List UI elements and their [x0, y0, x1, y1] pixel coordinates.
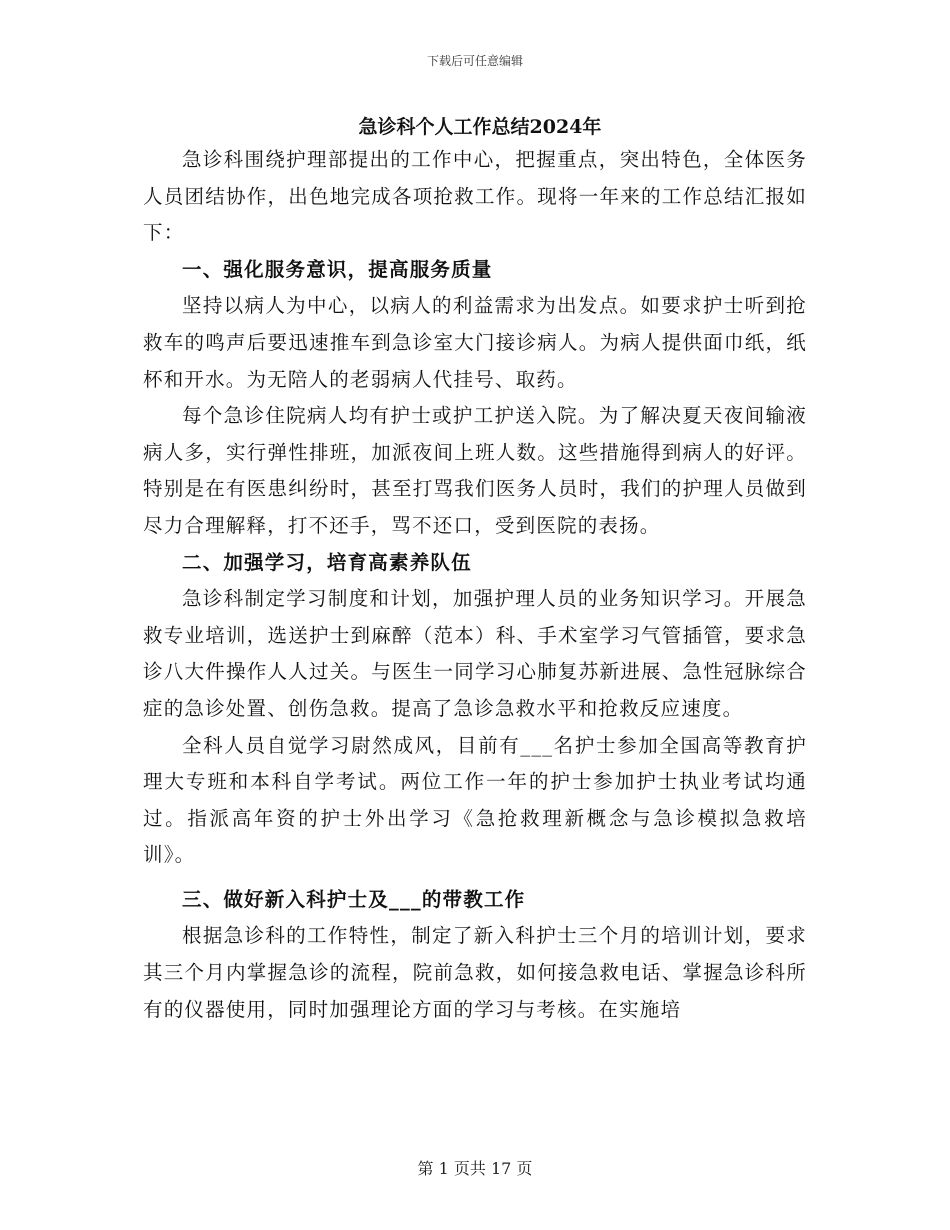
section-paragraph: 全科人员自觉学习尉然成风，目前有___名护士参加全国高等教育护理大专班和本科自学考试。两位工作一年的护士参加护士执业考试均通过。指派高年资的护士外出学习《急抢救理新概念与急诊模拟急救培训》。	[143, 733, 807, 867]
section-heading: 三、做好新入科护士及___的带教工作	[182, 887, 526, 911]
document-title: 急诊科个人工作总结2024年	[358, 116, 602, 138]
page-number: 第 1 页共 17 页	[417, 1159, 533, 1178]
document-body	[143, 112, 807, 1028]
section-2	[143, 545, 807, 874]
section-paragraph: 根据急诊科的工作特性，制定了新入科护士三个月的培训计划，要求其三个月内掌握急诊的流程，院前急救，如何接急救电话、掌握急诊科所有的仪器使用，同时加强理论方面的学习与考核。在实施培	[143, 924, 807, 1021]
spacer	[143, 874, 807, 882]
intro-paragraph: 急诊科围绕护理部提出的工作中心，把握重点，突出特色，全体医务人员团结协作，出色地完成各项抢救工作。现将一年来的工作总结汇报如下：	[143, 148, 807, 245]
section-heading: 一、强化服务意识，提高服务质量	[182, 257, 493, 281]
section-heading: 二、加强学习，培育高素养队伍	[182, 550, 472, 574]
section-paragraph: 急诊科制定学习制度和计划，加强护理人员的业务知识学习。开展急救专业培训，选送护士到麻醉（范本）科、手术室学习气管插管，要求急诊八大件操作人人过关。与医生一同学习心肺复苏新进展、急性冠脉综合症的急诊处置、创伤急救。提高了急诊急救水平和抢救反应速度。	[143, 587, 807, 720]
page-header-note: 下载后可任意编辑	[426, 54, 523, 68]
section-1	[143, 252, 807, 545]
section-3	[143, 882, 807, 1028]
section-paragraph: 坚持以病人为中心，以病人的利益需求为出发点。如要求护士听到抢救车的鸣声后要迅速推车到急诊室大门接诊病人。为病人提供面巾纸，纸杯和开水。为无陪人的老弱病人代挂号、取药。	[143, 294, 807, 391]
section-paragraph: 每个急诊住院病人均有护士或护工护送入院。为了解决夏天夜间输液病人多，实行弹性排班，加派夜间上班人数。这些措施得到病人的好评。特别是在有医患纠纷时，甚至打骂我们医务人员时，我们的护理人员做到尽力合理解释，打不还手，骂不还口，受到医院的表扬。	[143, 404, 807, 537]
